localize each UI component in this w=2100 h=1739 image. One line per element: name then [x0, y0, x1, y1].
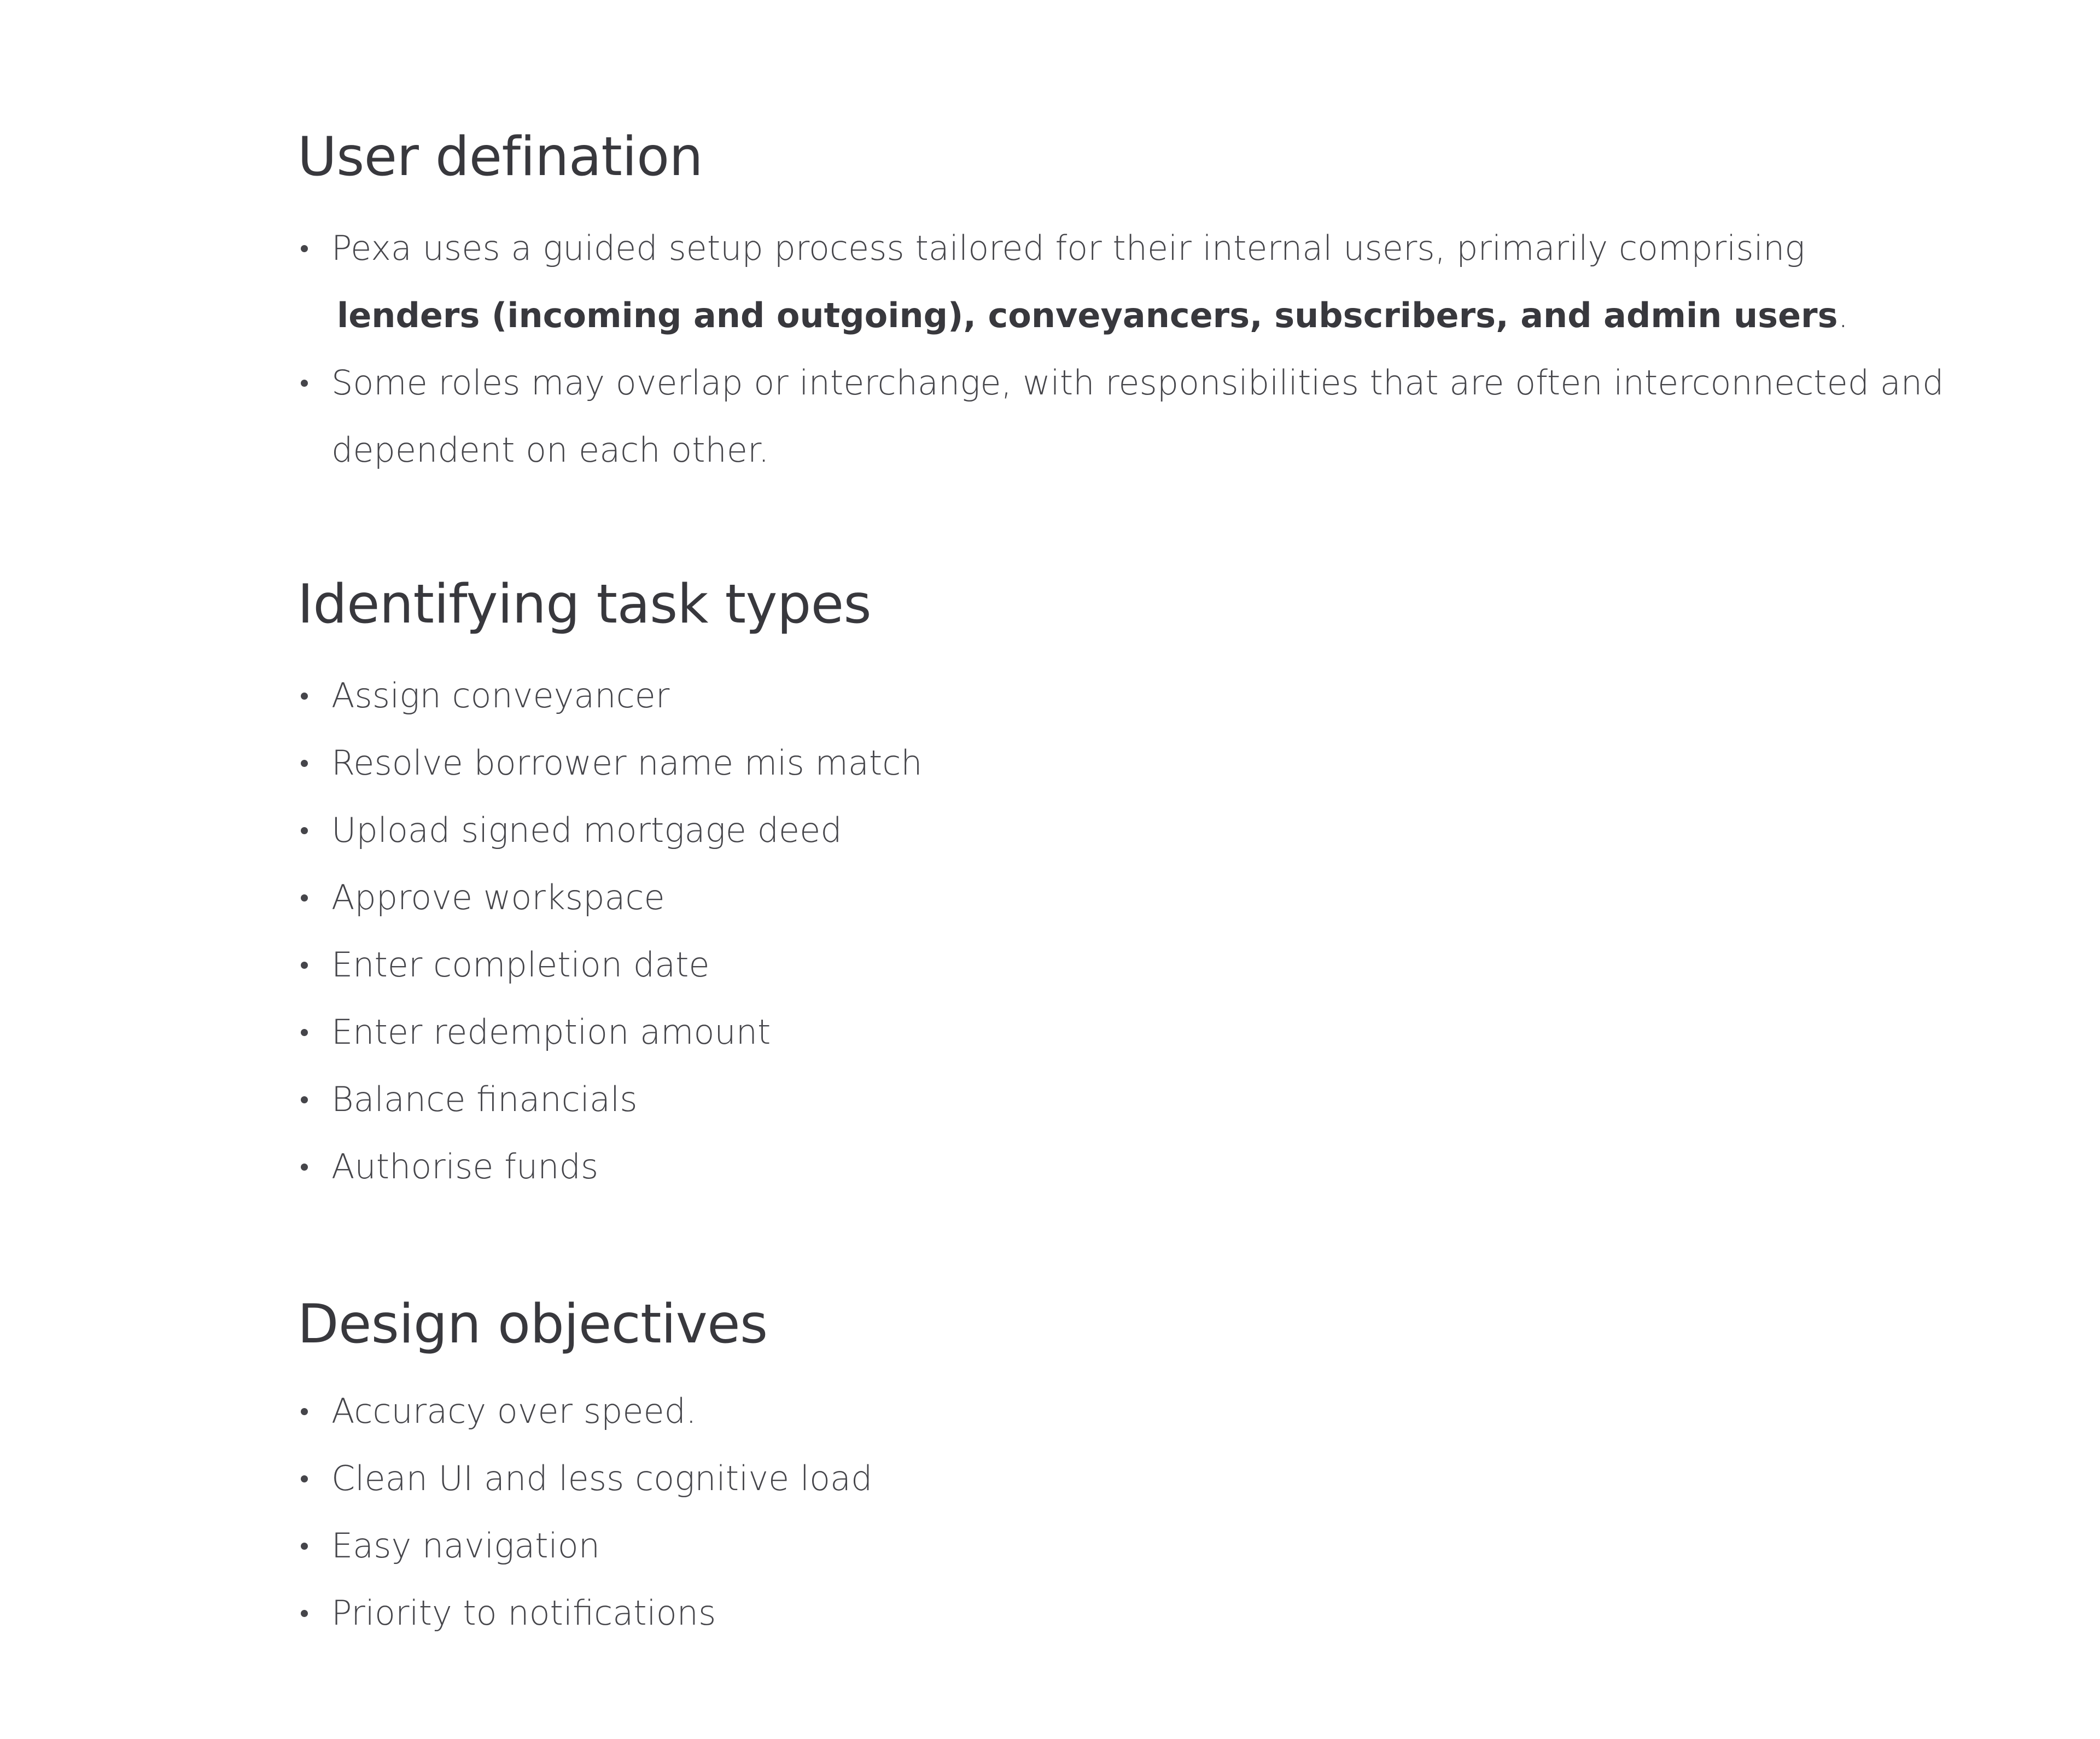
list-item: Easy navigation — [298, 1512, 1965, 1579]
list-item: Upload signed mortgage deed — [298, 796, 1965, 864]
bullet-text-line — [331, 282, 1965, 349]
section-title-design-objectives: Design objectives — [298, 1293, 768, 1356]
list-item — [298, 349, 1965, 484]
list-item: Enter redemption amount — [298, 998, 1965, 1066]
list-item: Clean UI and less cognitive load — [298, 1445, 1965, 1512]
section-title-task-types: Identifying task types — [298, 573, 872, 636]
bullet-text-line: Pexa uses a guided setup process tailored for their internal users, primarily comprising — [331, 228, 1805, 268]
list-item: Assign conveyancer — [298, 662, 1965, 729]
list-item — [298, 214, 1965, 349]
bullet-text-line: Some roles may overlap or interchange, with responsibilities that are often interconnected and — [331, 363, 1944, 403]
list-item: Approve workspace — [298, 864, 1965, 931]
task-types-list — [298, 662, 1965, 1200]
list-item: Enter completion date — [298, 931, 1965, 998]
list-item: Priority to notifications — [298, 1579, 1965, 1647]
list-item: Balance financials — [298, 1066, 1965, 1133]
section-title-user-definition: User defination — [298, 126, 703, 188]
user-definition-list — [298, 214, 1965, 484]
bullet-text-line: dependent on each other. — [331, 430, 769, 470]
list-item: Authorise funds — [298, 1133, 1965, 1200]
list-item: Accuracy over speed. — [298, 1377, 1965, 1445]
bold-role-list: lenders (incoming and outgoing), conveyancers, subscribers, and admin users — [337, 295, 1838, 335]
design-objectives-list — [298, 1377, 1965, 1647]
trailing-period: . — [1838, 295, 1849, 335]
list-item: Resolve borrower name mis match — [298, 729, 1965, 796]
